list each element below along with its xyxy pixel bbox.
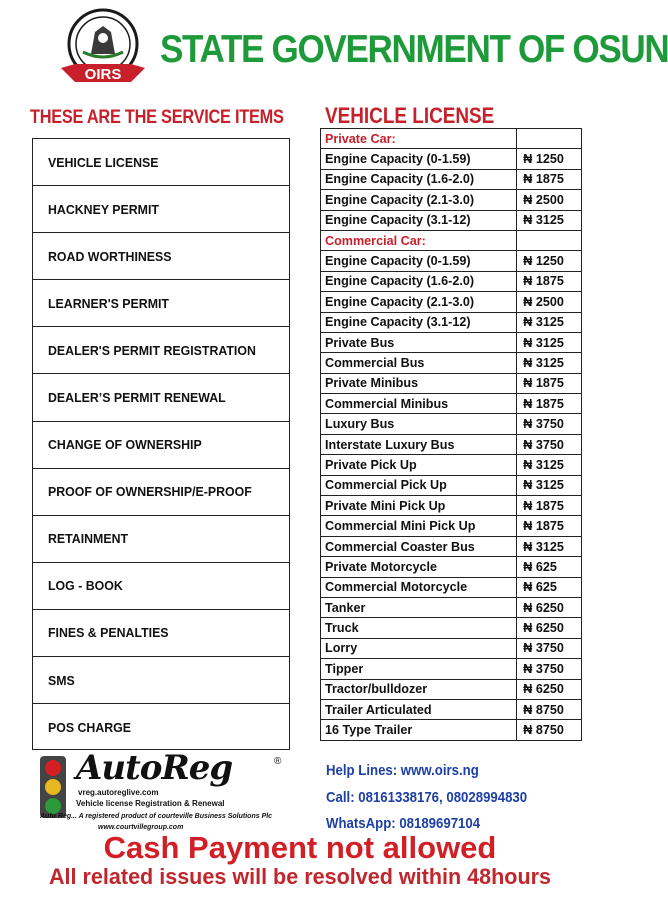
- call-numbers: Call: 08161338176, 08028994830: [326, 789, 528, 806]
- service-item-label: CHANGE OF OWNERSHIP: [48, 437, 202, 453]
- vehicle-type: Engine Capacity (0-1.59): [321, 149, 517, 169]
- service-item-label: ROAD WORTHINESS: [48, 248, 172, 264]
- service-item-label: LOG - BOOK: [48, 578, 123, 594]
- vehicle-type: Engine Capacity (3.1-12): [321, 210, 517, 230]
- logo-text: OIRS: [84, 66, 122, 83]
- vehicle-type: Private Mini Pick Up: [321, 496, 517, 516]
- fee-row: [321, 414, 582, 434]
- oirs-logo: [55, 8, 151, 94]
- vehicle-type: Interstate Luxury Bus: [321, 434, 517, 454]
- fee-amount: ₦ 3750: [517, 414, 582, 434]
- fee-row: [321, 373, 582, 393]
- vehicle-license-heading: VEHICLE LICENSE: [325, 103, 495, 128]
- fee-amount: ₦ 3750: [517, 659, 582, 679]
- fee-row: [321, 190, 582, 210]
- fee-row: [321, 496, 582, 516]
- service-item-label: VEHICLE LICENSE: [48, 154, 159, 170]
- fee-amount: ₦ 625: [517, 577, 582, 597]
- service-item-label: LEARNER'S PERMIT: [48, 295, 169, 311]
- vehicle-type: 16 Type Trailer: [321, 720, 517, 740]
- fee-row: [321, 516, 582, 536]
- section-label: Commercial Car:: [321, 230, 517, 250]
- fee-amount: ₦ 6250: [517, 679, 582, 699]
- vehicle-type: Private Pick Up: [321, 455, 517, 475]
- fee-row: [321, 536, 582, 556]
- page-title: STATE GOVERNMENT OF OSUN: [160, 28, 668, 71]
- service-item: [33, 516, 289, 563]
- traffic-light-icon: [40, 756, 66, 818]
- fee-amount: [517, 230, 582, 250]
- fee-amount: ₦ 1250: [517, 251, 582, 271]
- vehicle-type: Tractor/bulldozer: [321, 679, 517, 699]
- vehicle-type: Engine Capacity (3.1-12): [321, 312, 517, 332]
- fee-row: [321, 618, 582, 638]
- service-item: [33, 139, 289, 186]
- vehicle-type: Engine Capacity (2.1-3.0): [321, 292, 517, 312]
- fee-amount: ₦ 1875: [517, 373, 582, 393]
- fee-row: [321, 332, 582, 352]
- fee-row: [321, 557, 582, 577]
- fee-row: [321, 720, 582, 740]
- service-item: [33, 610, 289, 657]
- section-row: [321, 230, 582, 250]
- fee-amount: ₦ 8750: [517, 720, 582, 740]
- service-list: [32, 138, 290, 750]
- fee-row: [321, 638, 582, 658]
- vehicle-type: Commercial Motorcycle: [321, 577, 517, 597]
- fee-amount: ₦ 8750: [517, 699, 582, 719]
- vehicle-type: Commercial Pick Up: [321, 475, 517, 495]
- resolution-note: All related issues will be resolved within 48hours: [48, 864, 552, 889]
- fee-amount: ₦ 3125: [517, 455, 582, 475]
- fee-amount: ₦ 2500: [517, 190, 582, 210]
- fee-table: [320, 128, 582, 741]
- vehicle-type: Tanker: [321, 597, 517, 617]
- fee-amount: ₦ 6250: [517, 597, 582, 617]
- fee-amount: ₦ 1875: [517, 169, 582, 189]
- fee-amount: ₦ 625: [517, 557, 582, 577]
- vehicle-type: Lorry: [321, 638, 517, 658]
- autoreg-logo: AutoReg: [76, 748, 233, 788]
- vehicle-type: Commercial Mini Pick Up: [321, 516, 517, 536]
- fee-row: [321, 210, 582, 230]
- fee-amount: ₦ 2500: [517, 292, 582, 312]
- fee-row: [321, 149, 582, 169]
- fee-row: [321, 251, 582, 271]
- fee-amount: ₦ 3125: [517, 210, 582, 230]
- services-heading: THESE ARE THE SERVICE ITEMS: [30, 107, 284, 128]
- service-item: [33, 374, 289, 421]
- fee-row: [321, 353, 582, 373]
- fee-row: [321, 292, 582, 312]
- fee-amount: ₦ 3125: [517, 536, 582, 556]
- vehicle-type: Commercial Bus: [321, 353, 517, 373]
- fee-amount: ₦ 3125: [517, 312, 582, 332]
- fee-amount: ₦ 1250: [517, 149, 582, 169]
- fee-amount: ₦ 6250: [517, 618, 582, 638]
- service-item: [33, 469, 289, 516]
- fee-amount: ₦ 3125: [517, 353, 582, 373]
- service-item: [33, 280, 289, 327]
- fee-row: [321, 271, 582, 291]
- service-item: [33, 422, 289, 469]
- vehicle-type: Private Minibus: [321, 373, 517, 393]
- service-item: [33, 704, 289, 751]
- fee-row: [321, 679, 582, 699]
- fee-amount: ₦ 3125: [517, 332, 582, 352]
- fee-amount: ₦ 1875: [517, 496, 582, 516]
- autoreg-url: vreg.autoreglive.com: [78, 788, 159, 797]
- fee-row: [321, 455, 582, 475]
- service-item: [33, 657, 289, 704]
- service-item-label: DEALER’S PERMIT RENEWAL: [48, 390, 226, 406]
- service-item: [33, 563, 289, 610]
- fee-amount: ₦ 3750: [517, 434, 582, 454]
- cash-warning: Cash Payment not allowed: [103, 830, 497, 865]
- vehicle-type: Engine Capacity (0-1.59): [321, 251, 517, 271]
- fee-row: [321, 699, 582, 719]
- help-lines: Help Lines: www.oirs.ng: [326, 762, 479, 779]
- autoreg-tagline: Vehicle license Registration & Renewal: [76, 799, 225, 808]
- vehicle-type: Engine Capacity (1.6-2.0): [321, 169, 517, 189]
- whatsapp-number: WhatsApp: 08189697104: [326, 815, 481, 832]
- service-item-label: HACKNEY PERMIT: [48, 201, 159, 217]
- fee-row: [321, 394, 582, 414]
- autoreg-block: [36, 748, 306, 836]
- service-item: [33, 186, 289, 233]
- vehicle-type: Private Motorcycle: [321, 557, 517, 577]
- fee-row: [321, 577, 582, 597]
- fee-amount: ₦ 3125: [517, 475, 582, 495]
- service-item-label: FINES & PENALTIES: [48, 625, 169, 641]
- fee-row: [321, 312, 582, 332]
- vehicle-type: Truck: [321, 618, 517, 638]
- fee-row: [321, 597, 582, 617]
- fee-row: [321, 169, 582, 189]
- vehicle-type: Tipper: [321, 659, 517, 679]
- fee-row: [321, 434, 582, 454]
- section-label: Private Car:: [321, 129, 517, 149]
- service-item-label: DEALER'S PERMIT REGISTRATION: [48, 342, 256, 358]
- fee-amount: [517, 129, 582, 149]
- service-item: [33, 327, 289, 374]
- service-item-label: SMS: [48, 672, 75, 688]
- fee-amount: ₦ 1875: [517, 516, 582, 536]
- vehicle-type: Luxury Bus: [321, 414, 517, 434]
- autoreg-site: www.courtvillegroup.com: [98, 824, 184, 831]
- vehicle-type: Trailer Articulated: [321, 699, 517, 719]
- service-item-label: RETAINMENT: [48, 531, 129, 547]
- vehicle-type: Engine Capacity (2.1-3.0): [321, 190, 517, 210]
- fee-amount: ₦ 1875: [517, 271, 582, 291]
- vehicle-type: Commercial Minibus: [321, 394, 517, 414]
- fee-amount: ₦ 1875: [517, 394, 582, 414]
- vehicle-type: Commercial Coaster Bus: [321, 536, 517, 556]
- fee-row: [321, 659, 582, 679]
- fee-row: [321, 475, 582, 495]
- service-item: [33, 233, 289, 280]
- registered-mark: ®: [274, 756, 282, 767]
- service-item-label: POS CHARGE: [48, 720, 132, 736]
- autoreg-note: Auto Reg... A registered product of courteville Business Solutions Plc: [40, 813, 273, 820]
- vehicle-type: Engine Capacity (1.6-2.0): [321, 271, 517, 291]
- service-item-label: PROOF OF OWNERSHIP/E-PROOF: [48, 484, 252, 500]
- fee-amount: ₦ 3750: [517, 638, 582, 658]
- vehicle-type: Private Bus: [321, 332, 517, 352]
- section-row: [321, 129, 582, 149]
